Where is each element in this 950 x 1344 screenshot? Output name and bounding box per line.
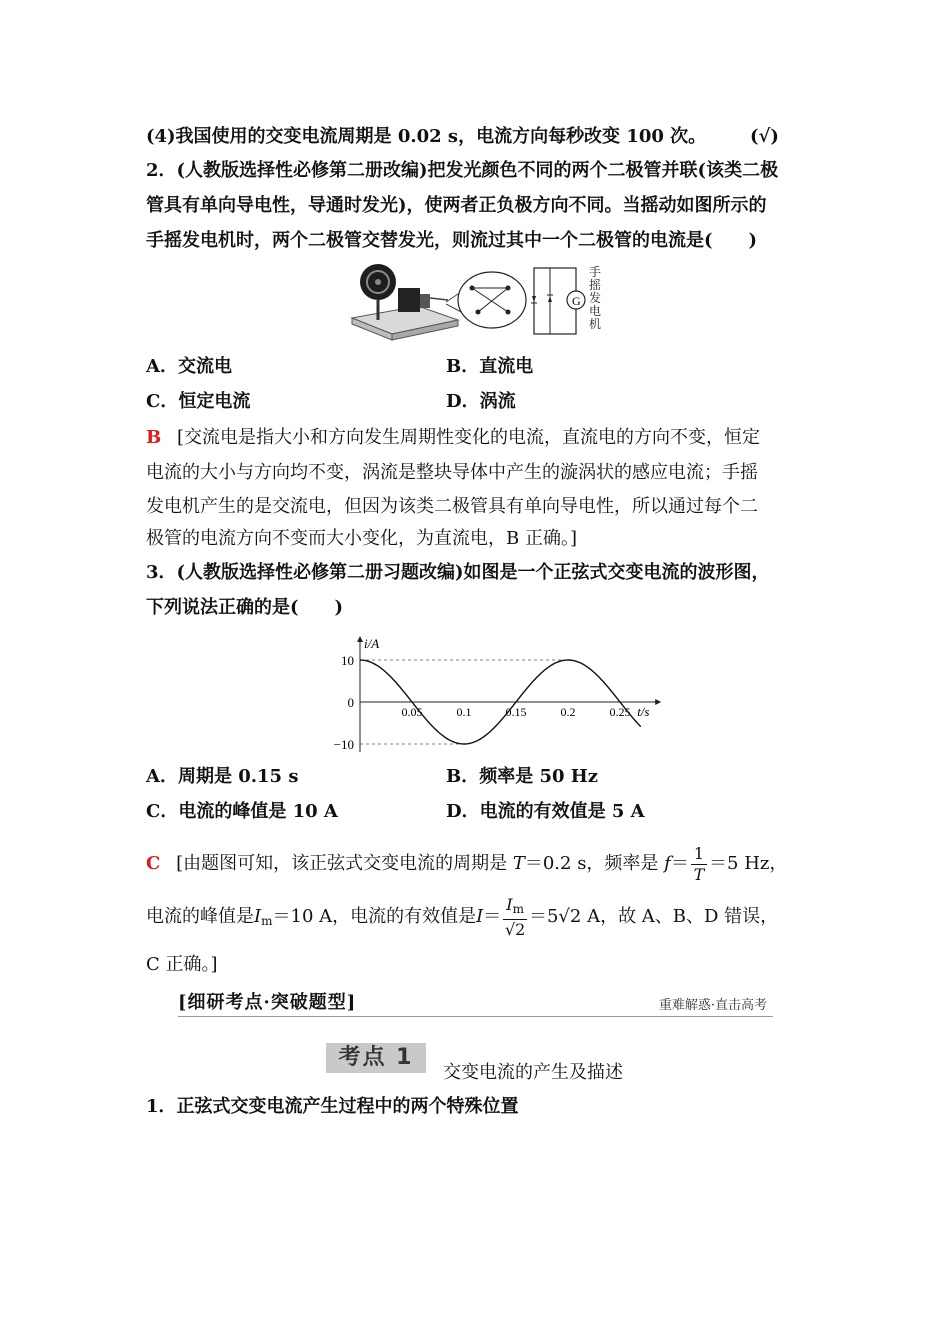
x-tick-label: 0.2 bbox=[560, 705, 576, 719]
q3-option-a[interactable]: A．周期是 0.15 s bbox=[146, 766, 299, 787]
wire-lead bbox=[430, 298, 448, 300]
q3-option-d[interactable]: D．电流的有效值是 5 A bbox=[446, 801, 645, 822]
section-title: [细研考点·突破题型] bbox=[178, 992, 357, 1013]
frac2-numerator-I: I bbox=[506, 894, 513, 914]
detail-node-3 bbox=[476, 310, 481, 315]
q3-ans1-c: ＝5 Hz， bbox=[709, 853, 788, 874]
y-axis-arrow-icon bbox=[357, 636, 363, 642]
x-tick-label: 0.15 bbox=[505, 705, 527, 719]
x-axis-label: t/s bbox=[637, 704, 650, 719]
generator-label-char: 机 bbox=[589, 317, 602, 331]
q3-ans1-f: f bbox=[664, 853, 671, 874]
fraction-1-over-T bbox=[691, 844, 707, 885]
section-subtitle: 重难解惑·直击高考 bbox=[658, 998, 767, 1013]
q3-answer-line-3: C 正确。] bbox=[146, 954, 218, 975]
q2-option-a[interactable]: A．交流电 bbox=[146, 356, 232, 377]
q3-ans1-b: ＝0.2 s，频率是 bbox=[524, 853, 659, 874]
detail-node-2 bbox=[506, 286, 511, 291]
q3-option-c[interactable]: C．电流的峰值是 10 A bbox=[146, 801, 338, 822]
diode-2-icon bbox=[548, 296, 552, 302]
frac2-numerator-sub: m bbox=[512, 901, 524, 916]
x-tick-label: 0.1 bbox=[456, 705, 472, 719]
galvanometer-label: G bbox=[572, 294, 581, 308]
prev-question-statement bbox=[146, 124, 706, 150]
q3-ans2-b: ＝10 A，电流的有效值是 bbox=[272, 906, 477, 927]
frac1-numerator: 1 bbox=[691, 844, 707, 865]
q3-ans2-eq: ＝ bbox=[483, 906, 502, 927]
q2-option-b[interactable]: B．直流电 bbox=[446, 356, 534, 377]
frac2-denominator: √2 bbox=[504, 919, 526, 939]
q3-ans2-c: ＝5√2 A，故 A、B、D 错误， bbox=[528, 906, 779, 927]
chart-axes-group bbox=[334, 636, 662, 752]
y-tick-label: 0 bbox=[347, 695, 354, 710]
magnet-block bbox=[398, 288, 420, 312]
q3-ans1-eq: ＝ bbox=[670, 853, 689, 874]
q2-answer-line-2: 电流的大小与方向均不变，涡流是整块导体中产生的漩涡状的感应电流；手摇 bbox=[146, 462, 758, 483]
frac1-denominator: T bbox=[693, 864, 705, 884]
q2-answer-line-3: 发电机产生的是交流电，但因为该类二极管具有单向导电性，所以通过每个二 bbox=[146, 496, 758, 517]
q3-line-1: 3．(人教版选择性必修第二册习题改编)如图是一个正弦式交变电流的波形图， bbox=[146, 562, 770, 583]
fraction-Im-over-root2 bbox=[503, 895, 527, 940]
x-tick-label: 0.25 bbox=[609, 705, 631, 719]
q2-line-3: 手摇发电机时，两个二极管交替发光，则流过其中一个二极管的电流是( ) bbox=[146, 230, 758, 251]
detail-node-4 bbox=[506, 310, 511, 315]
generator-wheel-hub bbox=[375, 279, 381, 285]
q3-ans1-a: [由题图可知，该正弦式交变电流的周期是 bbox=[176, 853, 508, 874]
key-point-title: 交变电流的产生及描述 bbox=[443, 1062, 623, 1083]
section-header-bar bbox=[178, 988, 773, 1017]
x-axis-arrow-icon bbox=[655, 699, 661, 705]
prev-question-mark bbox=[750, 124, 779, 150]
generator-label bbox=[589, 265, 601, 331]
generator-figure bbox=[348, 262, 610, 346]
sine-wave-chart bbox=[328, 622, 650, 756]
y-axis-label: i/A bbox=[364, 636, 380, 651]
generator-label-char: 电 bbox=[589, 304, 602, 318]
item-1-heading: 1．正弦式交变电流产生过程中的两个特殊位置 bbox=[146, 1096, 519, 1117]
q3-ans2-a: 电流的峰值是 bbox=[146, 906, 254, 927]
detail-ellipse bbox=[458, 272, 526, 328]
q3-option-b[interactable]: B．频率是 50 Hz bbox=[446, 766, 599, 787]
q2-option-c[interactable]: C．恒定电流 bbox=[146, 391, 251, 412]
q2-answer-line-4: 极管的电流方向不变而大小变化，为直流电，B 正确。] bbox=[146, 528, 577, 549]
generator-label-char: 发 bbox=[589, 291, 602, 305]
q3-ans2-I2: I bbox=[476, 906, 484, 927]
prev-statement-text: (4)我国使用的交变电流周期是 0.02 s，电流方向每秒改变 100 次。 bbox=[146, 126, 707, 147]
frac2-numerator bbox=[503, 895, 527, 920]
x-tick-label: 0.05 bbox=[401, 705, 423, 719]
q2-option-d[interactable]: D．涡流 bbox=[446, 391, 516, 412]
y-tick-label: 10 bbox=[341, 653, 354, 668]
coil-block bbox=[420, 294, 430, 308]
q3-answer-line-1 bbox=[146, 842, 787, 886]
q3-answer-line-2 bbox=[146, 894, 778, 944]
detail-node-1 bbox=[470, 286, 475, 291]
q3-ans1-T: T bbox=[512, 853, 525, 874]
q2-answer-text-1: [交流电是指大小和方向发生周期性变化的电流，直流电的方向不变，恒定 bbox=[176, 427, 760, 448]
q2-line-1: 2．(人教版选择性必修第二册改编)把发光颜色不同的两个二极管并联(该类二极 bbox=[146, 160, 779, 181]
q2-answer-letter: B bbox=[146, 427, 162, 448]
q2-answer-line-1 bbox=[146, 425, 760, 451]
key-point-badge: 考点 1 bbox=[326, 1043, 426, 1073]
generator-label-char: 摇 bbox=[589, 278, 602, 292]
generator-label-char: 手 bbox=[589, 265, 602, 279]
q3-line-2: 下列说法正确的是( ) bbox=[146, 597, 344, 618]
q3-ans2-I: I bbox=[254, 906, 262, 927]
check-mark-text: (√) bbox=[750, 126, 779, 147]
diode-1-icon bbox=[532, 296, 536, 302]
q2-line-2: 管具有单向导电性，导通时发光)，使两者正负极方向不同。当摇动如图所示的 bbox=[146, 195, 767, 216]
q3-ans2-sub: m bbox=[261, 914, 273, 928]
q3-answer-letter: C bbox=[146, 853, 161, 874]
y-tick-label: −10 bbox=[333, 737, 354, 752]
